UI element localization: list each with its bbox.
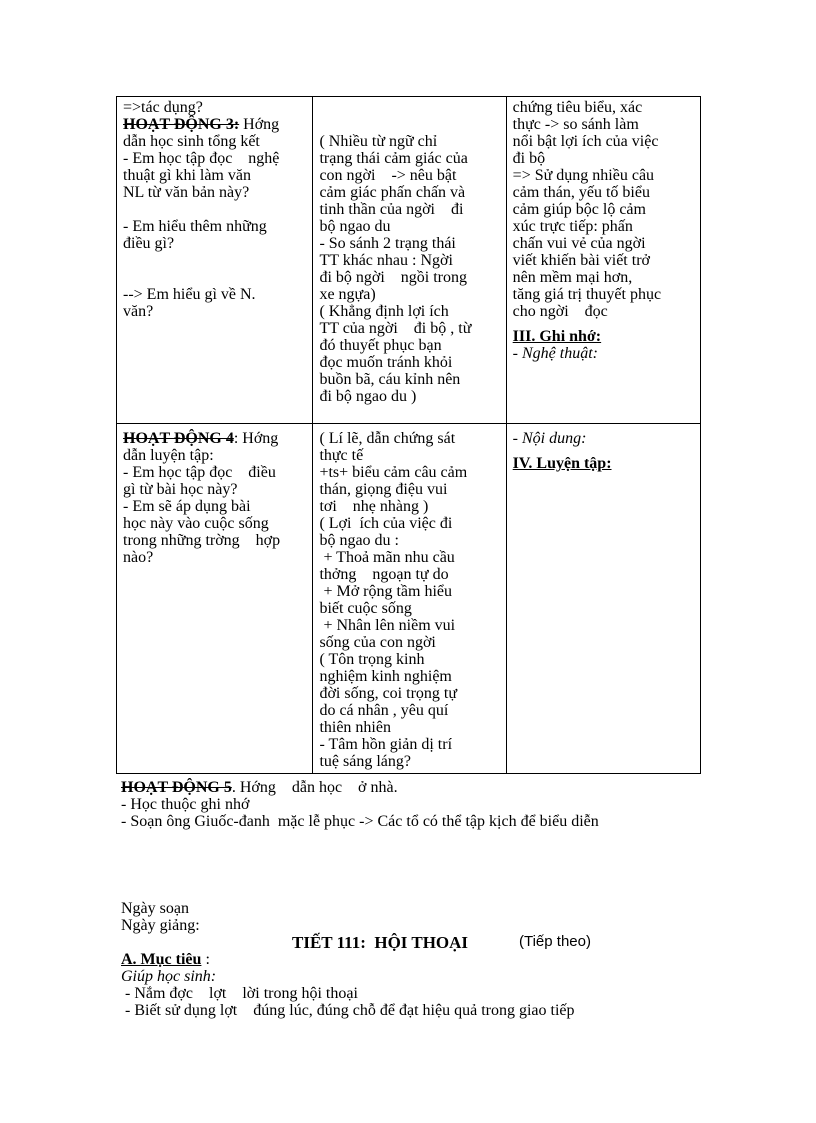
content-cell: [506, 97, 700, 424]
cell-text: tăng giá trị thuyết phục: [512, 286, 662, 303]
cell-text: cảm giúp bộc lộ cảm: [512, 201, 646, 218]
section-heading-luyen-tap: IV. Luyện tập:: [512, 455, 612, 472]
cell-text: ( Tôn trọng kinh: [319, 651, 425, 668]
cell-text: ( Nhiều từ ngữ chỉ: [319, 133, 438, 150]
cell-text: nên mềm mại hơn,: [512, 269, 633, 286]
cell-text: nổi bật lợi ích của việc: [512, 133, 659, 150]
cell-text: biết cuộc sống: [319, 600, 412, 617]
cell-text: chấn vui vẻ của ngời: [512, 235, 646, 252]
activity-5-label: HOẠT ĐỘNG 5: [121, 779, 232, 796]
activity-4-label: HOẠT ĐỘNG 4: [123, 430, 234, 447]
content-cell: [506, 424, 700, 774]
objectives-heading: A. Mục tiêu: [121, 951, 202, 968]
cell-text: cảm giác phấn chấn và: [319, 184, 466, 201]
activity-5-text: . Hớng dẫn học ở nhà.: [231, 779, 398, 796]
cell-text: con ngời -> nêu bật: [319, 167, 457, 184]
objective-line: - Biết sử dụng lợt đúng lúc, đúng chỗ để đạt hiệu quả trong giao tiếp: [121, 1002, 575, 1019]
cell-text: - Em sẽ áp dụng bài: [123, 498, 251, 515]
cell-text: ( Lí lẽ, dẫn chứng sát: [319, 430, 456, 447]
cell-text: ( Lợi ích của việc đi: [319, 515, 453, 532]
section-heading-ghi-nho: III. Ghi nhớ:: [512, 328, 602, 345]
cell-text: buồn bã, cáu kỉnh nên: [319, 371, 461, 388]
spacer: [319, 99, 499, 133]
cell-text: - Em học tập đọc điều: [123, 464, 276, 481]
cell-text: đi bộ ngời ngồi trong: [319, 269, 468, 286]
cell-text: --> Em hiểu gì về N.: [123, 286, 256, 303]
lesson-title: TIẾT 111: HỘI THOẠI: [292, 933, 469, 952]
spacer: [513, 447, 694, 455]
student-activity-cell: [313, 424, 506, 774]
cell-text: TT khác nhau : Ngời: [319, 252, 453, 269]
teacher-activity-cell: [117, 97, 313, 424]
cell-text: cảm thán, yếu tố biểu: [512, 184, 650, 201]
cell-text: ( Khẳng định lợi ích: [319, 303, 449, 320]
cell-text: => Sử dụng nhiều câu: [512, 167, 655, 184]
cell-text: trạng thái cảm giác của: [319, 150, 468, 167]
cell-text: nào?: [123, 549, 154, 566]
cell-text: tuệ sáng láng?: [319, 753, 411, 770]
table-row: [117, 97, 701, 424]
cell-text: bộ ngao du: [319, 218, 391, 235]
cell-text: học này vào cuộc sống: [123, 515, 269, 532]
art-label: - Nghệ thuật:: [512, 345, 598, 362]
spacer: [123, 201, 306, 218]
cell-text: =>tác dụng?: [123, 99, 203, 116]
cell-text: do cá nhân , yêu quí: [319, 702, 449, 719]
objectives-colon: :: [201, 951, 210, 968]
cell-text: cho ngời đọc: [512, 303, 608, 320]
cell-text: thiên nhiên: [319, 719, 391, 736]
cell-text: NL từ văn bản này?: [123, 184, 250, 201]
table-row: [117, 424, 701, 774]
cell-text: viết khiến bài viết trở: [512, 252, 650, 269]
cell-text: + Nhân lên niềm vui: [319, 617, 456, 634]
cell-text: - Em học tập đọc nghệ: [123, 150, 280, 167]
homework-line: - Học thuộc ghi nhớ: [121, 796, 250, 813]
student-activity-cell: [313, 97, 506, 424]
cell-text: đời sống, coi trọng tự: [319, 685, 458, 702]
cell-text: đó thuyết phục bạn: [319, 337, 442, 354]
lesson-table: [116, 96, 701, 774]
spacer: [123, 252, 306, 286]
cell-text: +ts+ biểu cảm câu cảm: [319, 464, 468, 481]
cell-text: thán, giọng điệu vui: [319, 481, 448, 498]
cell-text: gì từ bài học này?: [123, 481, 238, 498]
homework-line: - Soạn ông Giuốc-đanh mặc lễ phục -> Các tổ có thể tập kịch để biểu diễn: [121, 813, 599, 830]
lesson-subtitle: (Tiếp theo): [519, 933, 591, 950]
activity-4-text: : Hớng: [233, 430, 279, 447]
cell-text: điều gì?: [123, 235, 175, 252]
cell-text: nghiệm kinh nghiệm: [319, 668, 452, 685]
cell-text: xúc trực tiếp: phấn: [512, 218, 633, 235]
cell-text: chứng tiêu biểu, xác: [512, 99, 643, 116]
cell-text: tơi nhẹ nhàng ): [319, 498, 429, 515]
teacher-activity-cell: [117, 424, 313, 774]
objective-line: - Nắm đợc lợt lời trong hội thoại: [121, 985, 358, 1002]
cell-text: dẫn luyện tập:: [123, 447, 214, 464]
cell-text: xe ngựa): [319, 286, 376, 303]
activity-3-text: Hớng: [239, 116, 280, 133]
cell-text: bộ ngao du :: [319, 532, 399, 549]
cell-text: đi bộ ngao du ): [319, 388, 417, 405]
cell-text: thực tế: [319, 447, 364, 464]
cell-text: - Tâm hồn giản dị trí: [319, 736, 453, 753]
cell-text: sống của con ngời: [319, 634, 436, 651]
cell-text: tinh thần của ngời đi: [319, 201, 464, 218]
cell-text: - Em hiểu thêm những: [123, 218, 267, 235]
cell-text: + Mở rộng tầm hiểu: [319, 583, 453, 600]
prep-date: Ngày soạn: [121, 900, 189, 917]
cell-text: thực -> so sánh làm: [512, 116, 639, 133]
cell-text: đọc muốn tránh khỏi: [319, 354, 453, 371]
content-label: - Nội dung:: [512, 430, 587, 447]
cell-text: thuật gì khi làm văn: [123, 167, 251, 184]
cell-text: văn?: [123, 303, 154, 320]
cell-text: - So sánh 2 trạng thái: [319, 235, 456, 252]
cell-text: đi bộ: [512, 150, 546, 167]
activity-3-label: HOẠT ĐỘNG 3:: [123, 116, 240, 133]
help-label: Giúp học sinh:: [121, 968, 217, 985]
cell-text: dẫn học sinh tổng kết: [123, 133, 260, 150]
cell-text: thởng ngoạn tự do: [319, 566, 449, 583]
cell-text: trong những trờng hợp: [123, 532, 281, 549]
teach-date: Ngày giảng:: [121, 917, 200, 934]
cell-text: TT của ngời đi bộ , từ: [319, 320, 472, 337]
cell-text: + Thoả mãn nhu cầu: [319, 549, 455, 566]
spacer: [513, 320, 694, 328]
